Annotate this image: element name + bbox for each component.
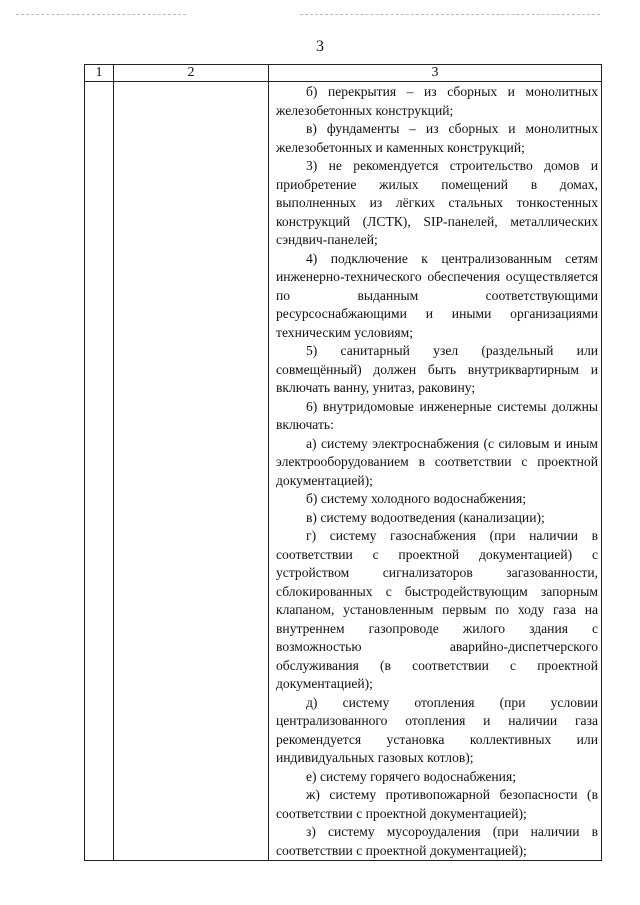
scan-artifact-left bbox=[16, 14, 186, 16]
page-number: 3 bbox=[316, 38, 324, 55]
header-col-1: 1 bbox=[85, 65, 114, 82]
cell-col-2 bbox=[114, 82, 269, 861]
cell-col-1 bbox=[85, 82, 114, 861]
paragraph-item-3: 3) не рекомендуется строительство домов и приобретение жилых помещений в домах, выполненных из лёгких стальных тонкостенных конструкций (ЛСТК), SIP-панелей, металлических сэндвич-панелей; bbox=[276, 158, 598, 247]
table-row bbox=[85, 82, 602, 861]
paragraph-item-6: 6) внутридомовые инженерные системы должны включать: bbox=[276, 398, 598, 432]
paragraph-floors: б) перекрытия – из сборных и монолитных железобетонных конструкций; bbox=[276, 84, 598, 118]
header-col-2: 2 bbox=[114, 65, 269, 82]
paragraph-6zh: ж) систему противопожарной безопасности (в соответствии с проектной документацией); bbox=[276, 787, 598, 821]
paragraph-6e: е) систему горячего водоснабжения; bbox=[306, 768, 516, 784]
scan-artifact-right bbox=[300, 14, 600, 16]
paragraph-item-4: 4) подключение к централизованным сетям инженерно-технического обеспечения осуществляется по выданным соответствующими ресурсоснабжающими и иными организациями техническим условиям; bbox=[276, 250, 598, 340]
paragraph-6v: в) систему водоотведения (канализации); bbox=[306, 509, 545, 525]
paragraph-6z: з) систему мусороудаления (при наличии в соответствии с проектной документацией); bbox=[276, 824, 598, 858]
paragraph-6b: б) систему холодного водоснабжения; bbox=[306, 491, 526, 506]
paragraph-6g: г) систему газоснабжения (при наличии в соответствии с проектной документацией) с устройством сигнализаторов загазованности, сблокированных с быстродействующим запорным клапаном, установленным первым по ходу газа на внутреннем газопроводе жилого здания с возможностью аварийно-диспетчерского обслуживания (в соответствии с проектной документацией); bbox=[276, 528, 598, 691]
requirements-text bbox=[269, 82, 601, 860]
header-col-3: 3 bbox=[269, 65, 602, 82]
paragraph-6a: а) систему электроснабжения (с силовым и иным электрооборудованием в соответствии с проектной документацией); bbox=[276, 435, 598, 488]
paragraph-item-5: 5) санитарный узел (раздельный или совмещённый) должен быть внутриквартирным и включать ванну, унитаз, раковину; bbox=[276, 343, 598, 395]
paragraph-6d: д) систему отопления (при условии централизованного отопления и наличии газа рекомендуется установка коллективных или индивидуальных газовых котлов); bbox=[276, 694, 598, 765]
table-header-row bbox=[85, 65, 602, 82]
cell-col-3 bbox=[269, 82, 602, 861]
paragraph-foundations: в) фундаменты – из сборных и монолитных железобетонных и каменных конструкций; bbox=[276, 121, 598, 155]
document-table bbox=[84, 64, 602, 861]
